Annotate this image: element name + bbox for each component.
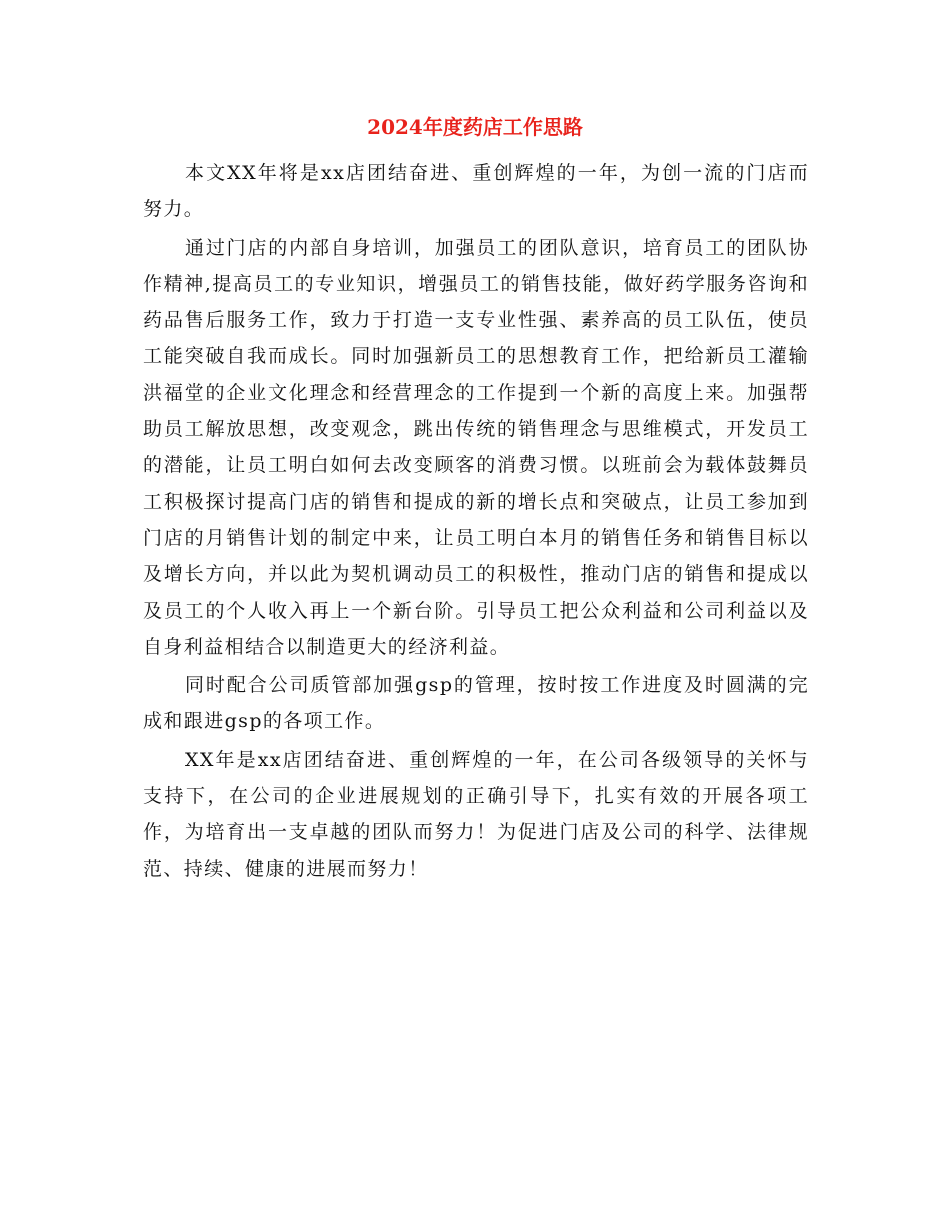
document-title: 2024年度药店工作思路	[367, 115, 583, 139]
paragraph-gsp: 同时配合公司质管部加强gsp的管理，按时按工作进度及时圆满的完成和跟进gsp的各项工作。	[143, 674, 809, 733]
paragraph-training: 通过门店的内部自身培训，加强员工的团队意识，培育员工的团队协作精神,提高员工的专业知识，增强员工的销售技能，做好药学服务咨询和药品售后服务工作，致力于打造一支专业性强、素养高的员工队伍，使员工能突破自我而成长。同时加强新员工的思想教育工作，把给新员工灌输洪福堂的企业文化理念和经营理念的工作提到一个新的高度上来。加强帮助员工解放思想，改变观念，跳出传统的销售理念与思维模式，开发员工的潜能，让员工明白如何去改变顾客的消费习惯。以班前会为载体鼓舞员工积极探讨提高门店的销售和提成的新的增长点和突破点，让员工参加到门店的月销售计划的制定中来，让员工明白本月的销售任务和销售目标以及增长方向，并以此为契机调动员工的积极性，推动门店的销售和提成以及员工的个人收入再上一个新台阶。引导员工把公众利益和公司利益以及自身利益相结合以制造更大的经济利益。	[143, 236, 809, 658]
paragraph-intro: 本文XX年将是xx店团结奋进、重创辉煌的一年，为创一流的门店而努力。	[143, 162, 809, 221]
paragraph-conclusion: XX年是xx店团结奋进、重创辉煌的一年，在公司各级领导的关怀与支持下，在公司的企业进展规划的正确引导下，扎实有效的开展各项工作，为培育出一支卓越的团队而努力！为促进门店及公司的科学、法律规范、持续、健康的进展而努力！	[143, 748, 809, 880]
document-body	[143, 155, 809, 889]
